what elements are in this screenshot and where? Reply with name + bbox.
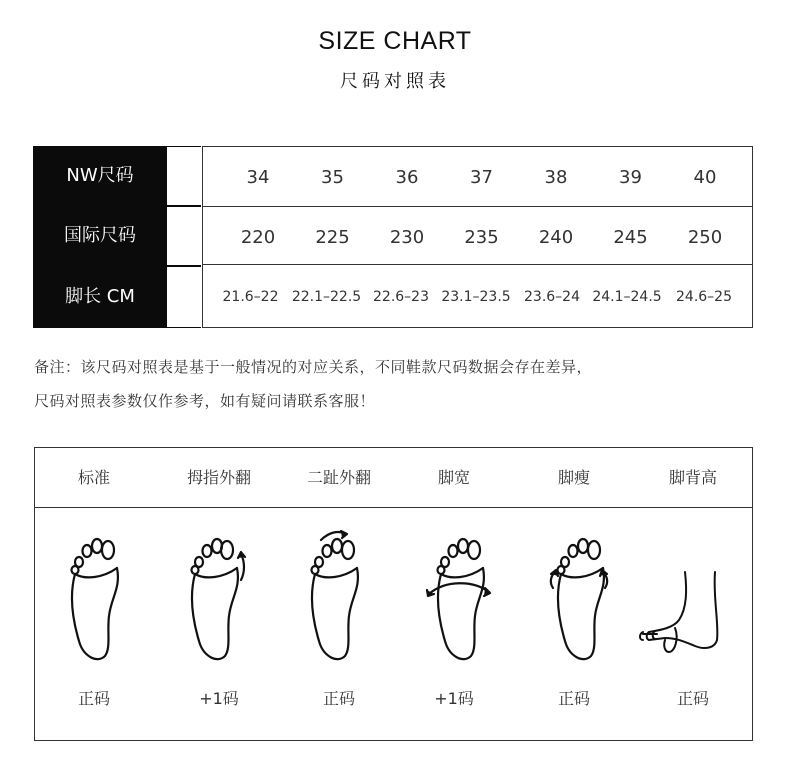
size-cell: 22.1–22.5 <box>291 288 362 305</box>
size-cell: 37 <box>470 166 493 188</box>
foot-type-label: 脚背高 <box>668 468 717 487</box>
size-cell: 24.6–25 <box>676 288 732 305</box>
narrow-foot-icon <box>545 536 615 666</box>
row-label-spacer <box>166 267 201 327</box>
size-cell: 23.6–24 <box>524 288 580 305</box>
note-line-1: 备注：该尺码对照表是基于一般情况的对应关系，不同鞋款尺码数据会存在差异， <box>34 358 593 376</box>
size-cell: 40 <box>693 166 717 188</box>
row-label-intl <box>33 206 201 266</box>
foot-type-label: 脚瘦 <box>557 468 590 487</box>
row-label-nw <box>33 146 201 206</box>
row-label-text: 脚长 CM <box>65 286 135 307</box>
size-cell: 225 <box>315 226 350 248</box>
page-title: SIZE CHART <box>318 27 472 55</box>
size-cell: 245 <box>613 226 648 248</box>
size-row-foot-length <box>203 264 752 328</box>
row-label-text: NW尺码 <box>66 165 134 186</box>
second-toe-foot-icon <box>305 530 375 666</box>
foot-type-label: 标准 <box>77 468 110 487</box>
foot-type-recommendation: 正码 <box>557 689 590 708</box>
row-label-spacer <box>166 147 201 205</box>
row-label-foot-length <box>33 266 201 328</box>
foot-type-recommendation: 正码 <box>322 689 355 708</box>
size-cell: 35 <box>321 166 344 188</box>
standard-foot-icon <box>65 536 125 666</box>
foot-type-label: 拇指外翻 <box>186 468 251 487</box>
page-subtitle: 尺码对照表 <box>340 71 450 92</box>
size-cell: 38 <box>544 166 568 188</box>
size-row-nw <box>203 147 752 207</box>
row-label-text: 国际尺码 <box>64 225 136 246</box>
bunion-foot-icon <box>185 536 255 666</box>
size-cell: 36 <box>395 166 419 188</box>
foot-type-header <box>35 448 752 508</box>
size-row-intl <box>203 206 752 267</box>
size-cell: 34 <box>246 166 270 188</box>
size-cell: 235 <box>464 226 499 248</box>
size-cell: 23.1–23.5 <box>441 288 511 305</box>
foot-type-label: 脚宽 <box>437 468 470 487</box>
size-cell: 250 <box>687 226 723 248</box>
size-cell: 230 <box>389 226 425 248</box>
foot-type-label: 二趾外翻 <box>306 468 371 487</box>
size-table <box>33 146 753 328</box>
high-instep-foot-icon <box>635 568 727 658</box>
size-cell: 24.1–24.5 <box>592 288 662 305</box>
wide-foot-icon <box>425 536 495 666</box>
foot-type-recommendation: 正码 <box>676 689 709 708</box>
size-cell: 21.6–22 <box>222 288 279 305</box>
foot-type-table <box>34 447 753 741</box>
size-cell: 22.6–23 <box>373 288 429 305</box>
row-label-spacer <box>166 207 201 265</box>
size-values-box <box>202 146 753 328</box>
foot-type-recommendation: +1码 <box>199 689 239 708</box>
note-line-2: 尺码对照表参数仅作参考，如有疑问请联系客服！ <box>34 392 376 410</box>
size-cell: 220 <box>240 226 276 248</box>
row-label-column <box>33 146 201 328</box>
size-cell: 39 <box>619 166 642 188</box>
foot-type-recommendation: 正码 <box>77 689 110 708</box>
size-cell: 240 <box>538 226 574 248</box>
foot-type-recommendation: +1码 <box>434 689 474 708</box>
